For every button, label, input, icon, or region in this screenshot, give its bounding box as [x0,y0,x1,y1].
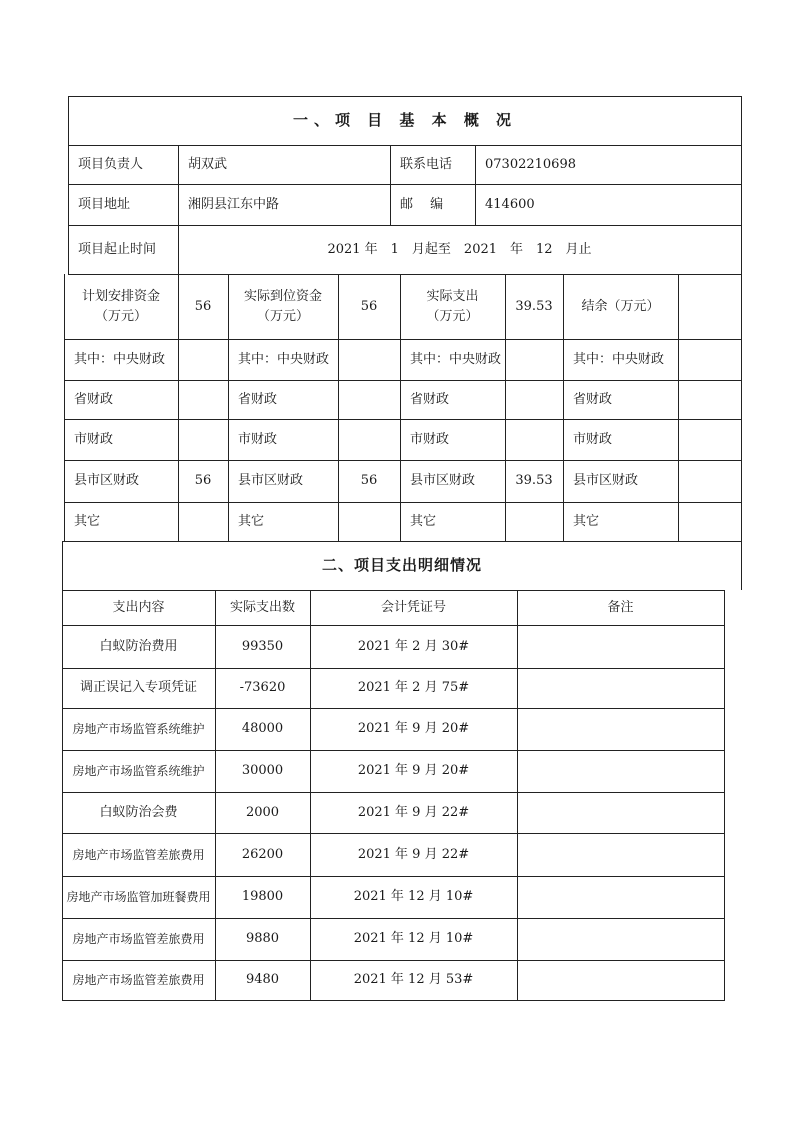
detail-row-amount: 9880 [245,931,280,947]
table-border-bottom [62,1000,724,1001]
funds-row-received [338,502,400,541]
detail-row-voucher: 2021 年 2 月 30# [357,638,470,654]
detail-row-amount: 48000 [241,721,284,737]
funds-row-received-label: 市财政 [238,431,278,447]
funds-row-planned: 56 [194,473,212,489]
funds-row-spent [505,502,563,541]
spent-funds-label-line1: 实际支出 [426,289,479,304]
funds-row-label: 市财政 [74,431,114,447]
detail-row-amount: 2000 [245,804,280,820]
funds-row-balance [678,460,741,502]
funds-row-planned [178,339,228,380]
detail-row-amount: -73620 [239,680,286,696]
detail-row-content: 白蚁防治会费 [99,804,178,820]
detail-row-content: 房地产市场监管系统维护 [72,764,205,778]
detail-row-note [517,668,724,708]
detail-row-content: 房地产市场监管差旅费用 [72,847,205,862]
funds-row-received [338,419,400,460]
funds-row-label: 县市区财政 [74,473,140,489]
leader-value: 胡双武 [188,156,228,172]
funds-row-spent-label: 县市区财政 [410,473,476,489]
detail-row-voucher: 2021 年 12 月 10# [353,931,474,947]
detail-row-content: 房地产市场监管差旅费用 [72,973,205,987]
postcode-label: 邮 编 [400,196,444,212]
funds-row-spent-label: 其它 [410,513,437,529]
funds-row-spent-label: 市财政 [410,431,450,447]
detail-row-note [517,750,724,792]
detail-row-voucher: 2021 年 9 月 22# [357,804,470,820]
funds-row-balance [678,419,741,460]
section-2-title: 二、项目支出明细情况 [321,556,482,575]
funds-row-spent [505,339,563,380]
funds-row-received-label: 其它 [238,513,265,529]
spent-funds-label-line2: （万元） [426,308,479,324]
funds-row-label: 其它 [74,513,101,529]
detail-row-voucher: 2021 年 9 月 20# [357,721,470,737]
detail-row-voucher: 2021 年 12 月 53# [353,972,474,988]
funds-row-balance [678,339,741,380]
funds-row-balance-label: 其它 [573,513,600,529]
received-funds-label [228,274,338,339]
funds-row-spent-label: 省财政 [410,391,450,407]
detail-row-note [517,792,724,833]
column-header: 支出内容 [112,599,165,615]
detail-row-voucher: 2021 年 2 月 75# [357,680,470,696]
funds-row-received [338,380,400,419]
detail-row-amount: 26200 [241,846,284,862]
received-funds-label-line2: （万元） [256,308,309,324]
detail-row-note [517,960,724,1000]
funds-row-planned [178,502,228,541]
detail-row-voucher: 2021 年 9 月 22# [357,846,470,862]
section-1-title: 一、项 目 基 本 概 况 [292,111,518,130]
period-value: 2021 年 1 月起至 2021 年 12 月止 [327,241,592,257]
detail-row-amount: 19800 [241,889,284,905]
planned-funds-label [64,274,178,339]
detail-row-note [517,833,724,876]
table-border-right [741,96,742,541]
leader-label: 项目负责人 [78,156,144,172]
detail-row-voucher: 2021 年 9 月 20# [357,763,470,779]
spent-funds-value: 39.53 [515,298,553,314]
detail-row-amount: 9480 [245,972,280,988]
detail-row-note [517,708,724,750]
phone-value: 07302210698 [485,156,576,172]
funds-row-spent: 39.53 [515,473,553,489]
funds-row-received-label: 其中：中央财政 [238,351,330,367]
period-label: 项目起止时间 [78,241,157,257]
funds-row-spent [505,419,563,460]
funds-row-balance-label: 省财政 [573,391,613,407]
received-funds-label-line1: 实际到位资金 [243,289,322,304]
received-funds-value: 56 [360,298,378,314]
detail-row-voucher: 2021 年 12 月 10# [353,889,474,905]
planned-funds-label-line1: 计划安排资金 [81,289,160,304]
spent-funds-label [400,274,505,339]
detail-row-amount: 99350 [241,638,284,654]
detail-row-content: 调正误记入专项凭证 [79,680,197,696]
funds-row-balance-label: 其中：中央财政 [573,351,665,367]
table-border-right [724,590,725,1001]
address-value: 湘阴县江东中路 [188,196,280,212]
funds-row-balance [678,502,741,541]
detail-row-amount: 30000 [241,763,284,779]
funds-row-balance [678,380,741,419]
column-header: 会计凭证号 [380,599,446,615]
detail-row-content: 白蚁防治费用 [99,638,178,654]
funds-row-label: 省财政 [74,391,114,407]
funds-row-received: 56 [360,473,378,489]
funds-row-received-label: 县市区财政 [238,473,304,489]
funds-row-spent [505,380,563,419]
detail-row-content: 房地产市场监管系统维护 [72,722,205,736]
detail-row-content: 房地产市场监管差旅费用 [72,932,205,946]
funds-row-received-label: 省财政 [238,391,278,407]
address-label: 项目地址 [78,196,131,212]
funds-row-planned [178,419,228,460]
phone-label: 联系电话 [400,156,453,172]
column-header: 备注 [607,599,634,615]
funds-row-balance-label: 县市区财政 [573,473,639,489]
postcode-value: 414600 [485,196,535,212]
detail-row-note [517,918,724,960]
funds-row-balance-label: 市财政 [573,431,613,447]
balance-label: 结余（万元） [581,298,660,314]
detail-row-note [517,876,724,918]
detail-row-note [517,625,724,668]
column-header: 实际支出数 [229,599,295,615]
planned-funds-value: 56 [194,298,212,314]
detail-row-content: 房地产市场监管加班餐费用 [66,890,211,904]
balance-value [678,274,741,339]
planned-funds-label-line2: （万元） [94,308,147,324]
funds-row-planned [178,380,228,419]
funds-row-received [338,339,400,380]
funds-row-spent-label: 其中：中央财政 [410,351,502,367]
funds-row-label: 其中：中央财政 [74,351,166,367]
